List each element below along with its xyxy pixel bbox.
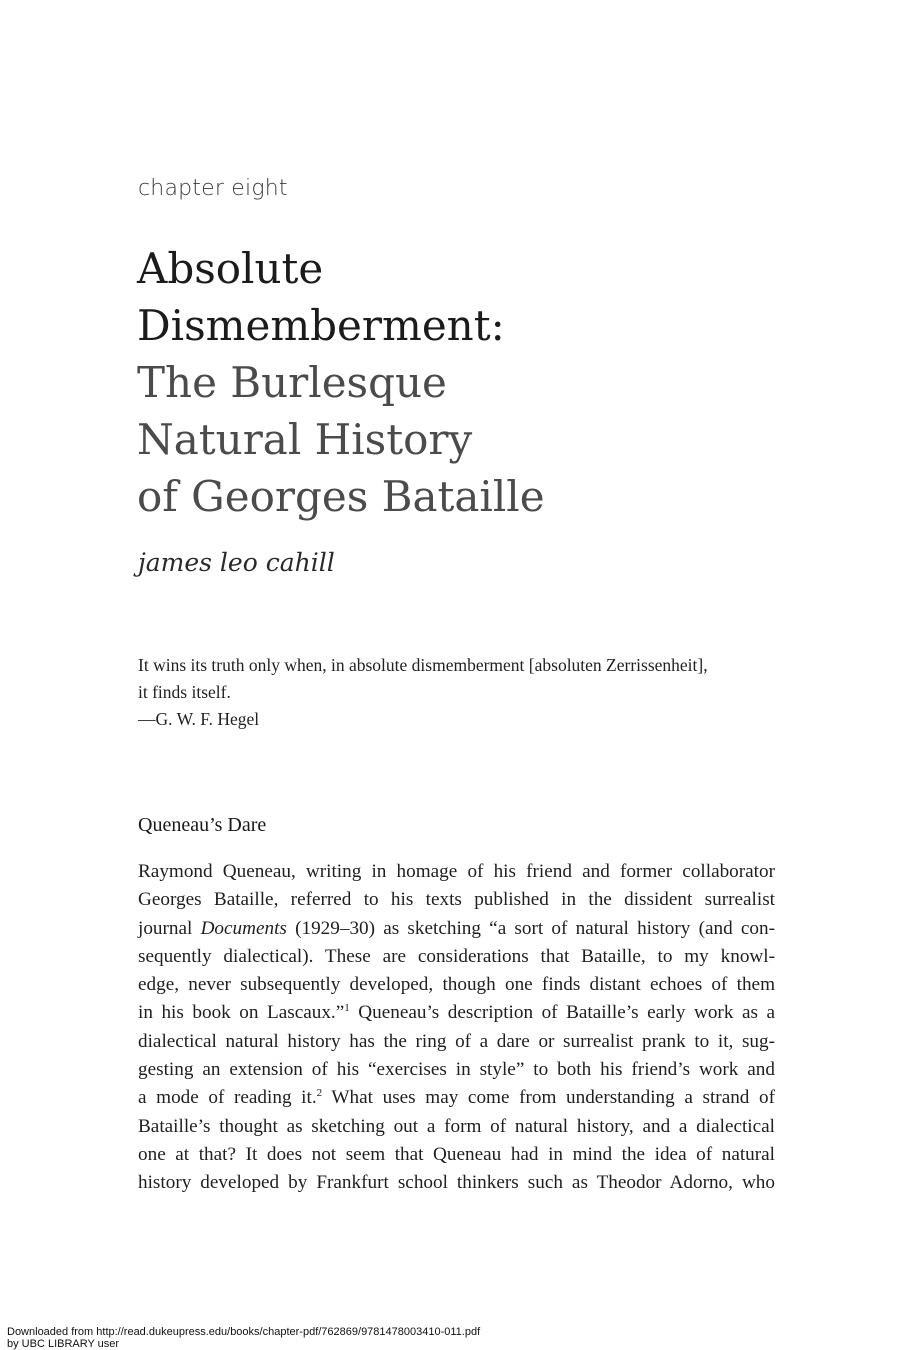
body-text-run: Queneau’s description of Bataille’s early work as a xyxy=(349,1002,775,1024)
body-text-run: journal xyxy=(138,917,201,939)
author-name: james leo cahill xyxy=(138,548,335,577)
body-text-run: in his book on Lascaux.” xyxy=(138,1002,345,1024)
title-line: Dismemberment: xyxy=(137,301,505,350)
epigraph-attribution: —G. W. F. Hegel xyxy=(138,709,260,729)
subtitle-line: The Burlesque xyxy=(137,358,447,407)
body-text-run: What uses may come from understanding a strand of xyxy=(322,1087,776,1109)
body-line: one at that? It does not seem that Queneau had in mind the idea of natural xyxy=(138,1143,775,1165)
body-line: dialectical natural history has the ring of a dare or surrealist prank to it, sug- xyxy=(138,1030,775,1052)
subtitle-line: Natural History xyxy=(137,415,473,464)
body-line: history developed by Frankfurt school thinkers such as Theodor Adorno, who xyxy=(138,1172,775,1194)
epigraph xyxy=(138,652,778,733)
chapter-title xyxy=(137,240,837,525)
body-paragraph xyxy=(138,858,775,1198)
footnote-marker[interactable]: 2 xyxy=(316,1087,323,1100)
download-source-line: Downloaded from http://read.dukeupress.edu/books/chapter-pdf/762869/9781478003410-011.pdf xyxy=(7,1326,481,1338)
chapter-label: chapter eight xyxy=(138,176,288,201)
body-line: Georges Bataille, referred to his texts published in the dissident surrealist xyxy=(138,889,775,911)
epigraph-line: it finds itself. xyxy=(138,682,231,702)
title-line: Absolute xyxy=(137,244,324,293)
body-text-run: (1929–30) as sketching “a sort of natural history (and con- xyxy=(286,917,775,939)
download-footer xyxy=(7,1326,480,1350)
body-line: Bataille’s thought as sketching out a form of natural history, and a dialectical xyxy=(138,1115,775,1137)
body-line: sequently dialectical). These are considerations that Bataille, to my knowl- xyxy=(138,945,775,967)
body-line: edge, never subsequently developed, though one finds distant echoes of them xyxy=(138,974,775,996)
footnote-marker[interactable]: 1 xyxy=(344,1002,350,1015)
body-line xyxy=(138,915,775,943)
body-line: gesting an extension of his “exercises in style” to both his friend’s work and xyxy=(138,1059,775,1081)
body-line xyxy=(138,999,775,1027)
section-heading: Queneau’s Dare xyxy=(138,814,267,836)
download-user-line: by UBC LIBRARY user xyxy=(7,1338,120,1350)
journal-title: Documents xyxy=(200,917,287,939)
epigraph-line: It wins its truth only when, in absolute dismemberment [absoluten Zerrissenheit], xyxy=(138,655,708,675)
body-line: Raymond Queneau, writing in homage of his friend and former collaborator xyxy=(138,861,775,882)
body-text-run: a mode of reading it. xyxy=(138,1087,317,1109)
subtitle-line: of Georges Bataille xyxy=(137,472,545,521)
body-line xyxy=(138,1084,775,1112)
